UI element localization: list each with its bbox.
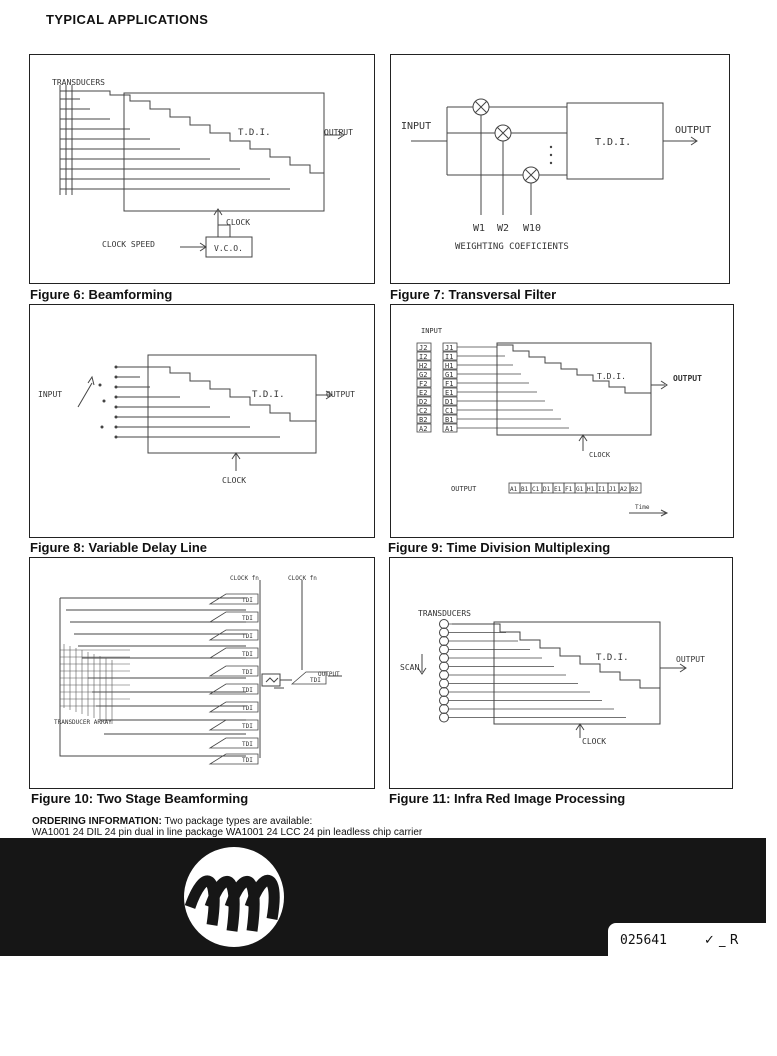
svg-text:B2: B2 bbox=[419, 416, 428, 424]
fig7-w1-label: W1 bbox=[473, 223, 486, 234]
figure-9-caption: Figure 9: Time Division Multiplexing bbox=[388, 540, 611, 555]
fig9-right-input-D1 bbox=[443, 397, 545, 406]
svg-text:E1: E1 bbox=[445, 389, 454, 397]
fig9-output-slot-5 bbox=[564, 483, 575, 493]
fig11-transducer-7 bbox=[440, 679, 579, 688]
svg-text:TDI: TDI bbox=[242, 723, 253, 730]
fig11-transducer-1 bbox=[440, 628, 507, 637]
svg-text:A2: A2 bbox=[620, 486, 628, 493]
svg-text:TDI: TDI bbox=[242, 687, 253, 694]
svg-text:G1: G1 bbox=[576, 486, 584, 493]
fig11-transducer-4 bbox=[440, 654, 543, 663]
svg-text:TDI: TDI bbox=[242, 597, 253, 604]
fig11-transducer-10 bbox=[440, 705, 615, 714]
svg-text:A1: A1 bbox=[510, 486, 518, 493]
svg-text:F1: F1 bbox=[565, 486, 573, 493]
fig11-transducer-11 bbox=[440, 713, 627, 722]
fig10-tdi-stage-4 bbox=[210, 666, 258, 676]
fig11-transducer-3 bbox=[440, 645, 531, 654]
ordering-title: ORDERING INFORMATION: bbox=[32, 816, 162, 827]
svg-text:J1: J1 bbox=[445, 344, 454, 352]
svg-text:D2: D2 bbox=[419, 398, 428, 406]
document-code-box bbox=[608, 923, 777, 957]
fig9-time-label: Time bbox=[635, 504, 650, 511]
fig10-tdi-stage-3 bbox=[210, 648, 258, 658]
fig8-input-label: INPUT bbox=[38, 390, 63, 399]
fig11-transducer-8 bbox=[440, 688, 591, 697]
fig6-clock-speed-label: CLOCK SPEED bbox=[102, 240, 155, 249]
time-division-multiplexing-diagram bbox=[391, 305, 735, 539]
fig9-right-input-C1 bbox=[443, 406, 553, 415]
beamforming-diagram bbox=[30, 55, 376, 285]
fig9-output-slot-8 bbox=[597, 483, 608, 493]
figure-8-panel bbox=[29, 304, 375, 538]
fig10-tdi-stage-0 bbox=[210, 594, 258, 604]
transversal-filter-diagram bbox=[391, 55, 731, 285]
fig11-output-label: OUTPUT bbox=[676, 655, 705, 664]
fig9-output-slot-2 bbox=[531, 483, 542, 493]
svg-text:E2: E2 bbox=[419, 389, 428, 397]
svg-text:I1: I1 bbox=[445, 353, 454, 361]
svg-text:A2: A2 bbox=[419, 425, 428, 433]
svg-text:F2: F2 bbox=[419, 380, 428, 388]
svg-text:B1: B1 bbox=[521, 486, 529, 493]
fig9-left-input-F2 bbox=[417, 379, 431, 388]
fig7-w2-label: W2 bbox=[497, 223, 510, 234]
fig9-input-label: INPUT bbox=[421, 327, 443, 335]
svg-text:D1: D1 bbox=[445, 398, 454, 406]
svg-text:G1: G1 bbox=[445, 371, 454, 379]
fig9-left-input-B2 bbox=[417, 415, 431, 424]
figure-6-panel bbox=[29, 54, 375, 284]
figure-9-panel bbox=[390, 304, 734, 538]
svg-text:TDI: TDI bbox=[242, 757, 253, 764]
fig9-left-input-E2 bbox=[417, 388, 431, 397]
svg-text:C2: C2 bbox=[419, 407, 428, 415]
fig11-scan-label: SCAN bbox=[400, 663, 420, 672]
fig9-right-input-B1 bbox=[443, 415, 561, 424]
fig10-tdi-stage-1 bbox=[210, 612, 258, 622]
svg-text:H2: H2 bbox=[419, 362, 428, 370]
svg-text:I2: I2 bbox=[419, 353, 428, 361]
fig9-left-input-H2 bbox=[417, 361, 431, 370]
fig9-output-slot-4 bbox=[553, 483, 564, 493]
fig9-output-slot-1 bbox=[520, 483, 531, 493]
fig8-clock-label: CLOCK bbox=[222, 476, 247, 485]
figure-10-panel bbox=[29, 557, 375, 789]
svg-text:TDI: TDI bbox=[310, 677, 321, 684]
fig10-transducer-array-label: TRANSDUCER ARRAY bbox=[54, 719, 112, 726]
svg-text:TDI: TDI bbox=[242, 651, 253, 658]
variable-delay-line-diagram bbox=[30, 305, 376, 539]
page-heading: TYPICAL APPLICATIONS bbox=[46, 12, 209, 27]
fig10-tdi-stage-8 bbox=[210, 738, 258, 748]
fig9-left-input-J2 bbox=[417, 343, 431, 352]
svg-text:D1: D1 bbox=[543, 486, 551, 493]
figure-11-panel bbox=[389, 557, 733, 789]
fig9-output-slot-10 bbox=[619, 483, 630, 493]
svg-text:C1: C1 bbox=[445, 407, 454, 415]
fig10-tdi-stage-7 bbox=[210, 720, 258, 730]
figure-7-panel bbox=[390, 54, 730, 284]
figure-11-caption: Figure 11: Infra Red Image Processing bbox=[389, 791, 626, 806]
fig9-right-input-J1 bbox=[443, 343, 497, 352]
fig9-clock-label: CLOCK bbox=[589, 451, 611, 459]
fig10-clock-fn1-label: CLOCK fn bbox=[230, 575, 259, 582]
svg-text:H1: H1 bbox=[445, 362, 454, 370]
fig9-left-input-I2 bbox=[417, 352, 431, 361]
fig10-output-label: OUTPUT bbox=[318, 671, 340, 678]
svg-text:B1: B1 bbox=[445, 416, 454, 424]
fig6-transducers-label: TRANSDUCERS bbox=[52, 78, 105, 87]
figure-8-caption: Figure 8: Variable Delay Line bbox=[30, 540, 208, 555]
fig9-left-input-A2 bbox=[417, 424, 431, 433]
svg-text:TDI: TDI bbox=[242, 705, 253, 712]
fig11-transducers-label: TRANSDUCERS bbox=[418, 609, 471, 618]
fig11-transducer-0 bbox=[440, 620, 495, 629]
fig7-input-label: INPUT bbox=[401, 121, 432, 132]
svg-text:TDI: TDI bbox=[242, 741, 253, 748]
fig9-tdi-label: T.D.I. bbox=[597, 372, 626, 381]
figure-7-caption: Figure 7: Transversal Filter bbox=[390, 287, 557, 302]
svg-text:A1: A1 bbox=[445, 425, 454, 433]
company-logo bbox=[184, 847, 284, 947]
ordering-intro: Two package types are available: bbox=[164, 816, 313, 827]
fig9-left-input-C2 bbox=[417, 406, 431, 415]
svg-text:F1: F1 bbox=[445, 380, 454, 388]
svg-text:TDI: TDI bbox=[242, 633, 253, 640]
fig10-tdi-stage-6 bbox=[210, 702, 258, 712]
svg-text:G2: G2 bbox=[419, 371, 428, 379]
fig9-output-seq-label: OUTPUT bbox=[451, 485, 477, 493]
fig6-clock-label: CLOCK bbox=[226, 218, 251, 227]
fig9-left-input-D2 bbox=[417, 397, 431, 406]
fig9-right-input-H1 bbox=[443, 361, 513, 370]
fig7-tdi-label: T.D.I. bbox=[595, 137, 632, 148]
svg-text:TDI: TDI bbox=[242, 669, 253, 676]
infra-red-image-processing-diagram bbox=[390, 558, 734, 790]
svg-text:TDI: TDI bbox=[242, 615, 253, 622]
figure-6-caption: Figure 6: Beamforming bbox=[30, 287, 173, 302]
fig7-w10-label: W10 bbox=[523, 223, 542, 234]
handwritten-marks: ✓ _ R bbox=[704, 933, 739, 948]
fig9-right-input-I1 bbox=[443, 352, 505, 361]
fig9-output-slot-3 bbox=[542, 483, 553, 493]
fig7-weighting-label: WEIGHTING COEFICIENTS bbox=[455, 242, 569, 252]
svg-text:H1: H1 bbox=[587, 486, 595, 493]
svg-text:J2: J2 bbox=[419, 344, 428, 352]
fig7-output-label: OUTPUT bbox=[675, 125, 712, 136]
fig9-right-input-A1 bbox=[443, 424, 569, 433]
fig11-clock-label: CLOCK bbox=[582, 737, 607, 746]
fig11-transducer-6 bbox=[440, 671, 567, 680]
svg-text:E1: E1 bbox=[554, 486, 562, 493]
fig9-output-label: OUTPUT bbox=[673, 374, 702, 383]
ordering-packages: WA1001 24 DIL 24 pin dual in line package WA1001 24 LCC 24 pin leadless chip carrier bbox=[32, 827, 423, 838]
svg-text:C1: C1 bbox=[532, 486, 540, 493]
fig9-right-input-E1 bbox=[443, 388, 537, 397]
fig10-tdi-stage-2 bbox=[210, 630, 258, 640]
logo-mark-icon bbox=[184, 847, 284, 947]
svg-text:I1: I1 bbox=[598, 486, 606, 493]
fig9-output-slot-6 bbox=[575, 483, 586, 493]
fig9-output-slot-9 bbox=[608, 483, 619, 493]
fig8-tdi-label: T.D.I. bbox=[252, 390, 285, 400]
fig9-right-input-G1 bbox=[443, 370, 521, 379]
fig9-left-input-G2 bbox=[417, 370, 431, 379]
svg-text:B2: B2 bbox=[631, 486, 639, 493]
document-code: 025641 bbox=[620, 933, 667, 948]
fig11-tdi-label: T.D.I. bbox=[596, 653, 629, 663]
fig11-transducer-9 bbox=[440, 696, 603, 705]
fig6-tdi-label: T.D.I. bbox=[238, 128, 271, 138]
fig9-right-input-F1 bbox=[443, 379, 529, 388]
svg-text:J1: J1 bbox=[609, 486, 617, 493]
fig6-output-label: OUTPUT bbox=[324, 128, 353, 137]
fig6-vco-label: V.C.O. bbox=[214, 244, 243, 253]
fig11-transducer-2 bbox=[440, 637, 519, 646]
fig9-output-slot-11 bbox=[630, 483, 641, 493]
two-stage-beamforming-diagram bbox=[30, 558, 376, 790]
fig8-output-label: OUTPUT bbox=[326, 390, 355, 399]
fig9-output-slot-0 bbox=[509, 483, 520, 493]
fig9-output-slot-7 bbox=[586, 483, 597, 493]
ordering-information bbox=[32, 816, 422, 838]
figure-10-caption: Figure 10: Two Stage Beamforming bbox=[31, 791, 249, 806]
fig10-clock-fn2-label: CLOCK fn bbox=[288, 575, 317, 582]
fig11-transducer-5 bbox=[440, 662, 555, 671]
